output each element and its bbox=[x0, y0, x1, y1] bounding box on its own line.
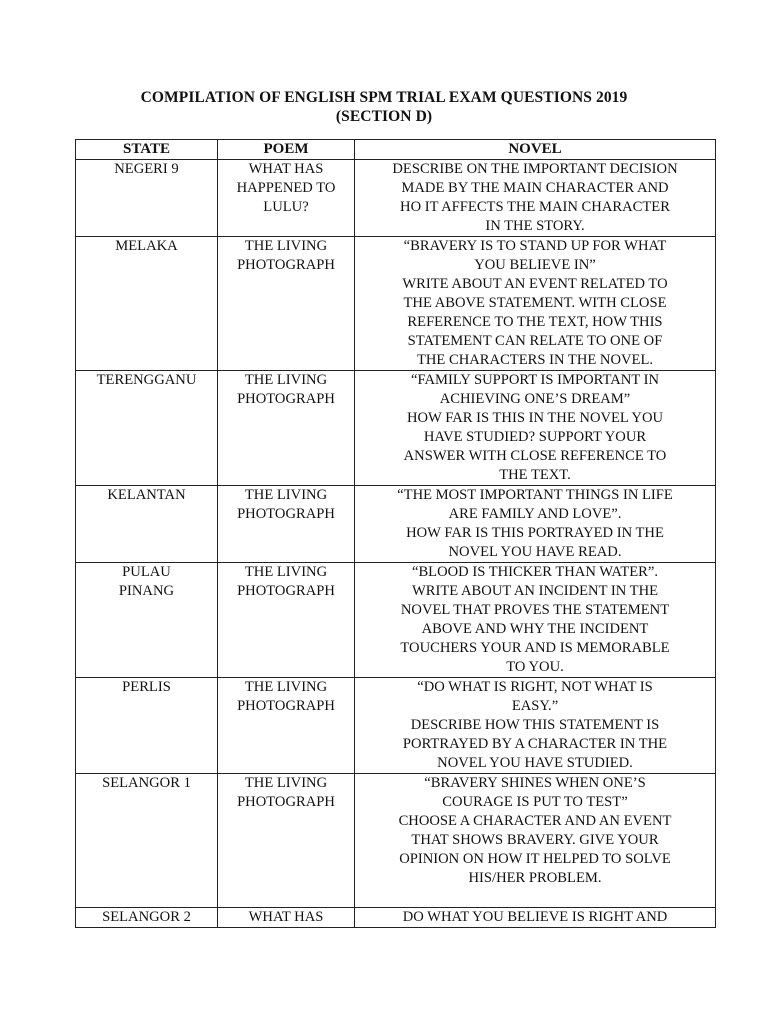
novel-text-line: DO WHAT YOU BELIEVE IS RIGHT AND bbox=[402, 909, 668, 925]
novel-text-line: TO YOU. bbox=[506, 659, 564, 675]
cell-novel bbox=[355, 237, 716, 371]
novel-text-line: THE CHARACTERS IN THE NOVEL. bbox=[416, 352, 654, 368]
novel-text-line: ACHIEVING ONE’S DREAM” bbox=[439, 391, 631, 407]
novel-text-line: HAVE STUDIED? SUPPORT YOUR bbox=[423, 429, 647, 445]
novel-text-line: THAT SHOWS BRAVERY. GIVE YOUR bbox=[411, 832, 659, 848]
cell-state bbox=[76, 774, 218, 908]
novel-text-line: WRITE ABOUT AN EVENT RELATED TO bbox=[402, 276, 668, 292]
novel-text-line: “BLOOD IS THICKER THAN WATER”. bbox=[411, 564, 659, 580]
state-text-line: SELANGOR 2 bbox=[102, 909, 191, 925]
poem-text-line: THE LIVING bbox=[244, 564, 328, 580]
cell-novel bbox=[355, 486, 716, 563]
table-row bbox=[76, 908, 716, 928]
cell-poem bbox=[218, 486, 355, 563]
cell-poem bbox=[218, 563, 355, 678]
poem-text-line: PHOTOGRAPH bbox=[237, 257, 335, 273]
state-text-line: TERENGGANU bbox=[96, 372, 197, 388]
table-row bbox=[76, 774, 716, 908]
novel-text-line: STATEMENT CAN RELATE TO ONE OF bbox=[407, 333, 663, 349]
poem-text-line: PHOTOGRAPH bbox=[237, 506, 335, 522]
table-body bbox=[76, 160, 716, 928]
novel-text-line: THE ABOVE STATEMENT. WITH CLOSE bbox=[403, 295, 667, 311]
cell-novel bbox=[355, 774, 716, 908]
novel-text-line: OPINION ON HOW IT HELPED TO SOLVE bbox=[399, 851, 671, 867]
cell-novel bbox=[355, 908, 716, 928]
novel-text-line: “BRAVERY IS TO STAND UP FOR WHAT bbox=[403, 238, 667, 254]
poem-text-line: LULU? bbox=[263, 199, 309, 215]
novel-text-line: ARE FAMILY AND LOVE”. bbox=[448, 506, 622, 522]
state-text-line: SELANGOR 1 bbox=[102, 775, 191, 791]
document-title bbox=[0, 88, 768, 126]
poem-text-line: WHAT HAS bbox=[248, 161, 324, 177]
poem-text-line: PHOTOGRAPH bbox=[237, 391, 335, 407]
novel-text-line: WRITE ABOUT AN INCIDENT IN THE bbox=[411, 583, 659, 599]
novel-text-line: HOW FAR IS THIS IN THE NOVEL YOU bbox=[406, 410, 664, 426]
title-line-2: (SECTION D) bbox=[335, 108, 433, 125]
poem-text-line: THE LIVING bbox=[244, 238, 328, 254]
table-row bbox=[76, 237, 716, 371]
novel-text-line: CHOOSE A CHARACTER AND AN EVENT bbox=[398, 813, 672, 829]
novel-text-line: HO IT AFFECTS THE MAIN CHARACTER bbox=[400, 199, 670, 215]
cell-state bbox=[76, 486, 218, 563]
poem-text-line: WHAT HAS bbox=[248, 909, 324, 925]
novel-text-line: EASY.” bbox=[511, 698, 559, 714]
novel-text-line: NOVEL YOU HAVE READ. bbox=[448, 544, 622, 560]
cell-state bbox=[76, 371, 218, 486]
cell-poem bbox=[218, 774, 355, 908]
novel-text-line: YOU BELIEVE IN” bbox=[474, 257, 596, 273]
poem-text-line: THE LIVING bbox=[244, 487, 328, 503]
cell-poem bbox=[218, 908, 355, 928]
cell-state bbox=[76, 678, 218, 774]
state-text-line: NEGERI 9 bbox=[114, 161, 179, 177]
cell-poem bbox=[218, 160, 355, 237]
header-state: STATE bbox=[76, 140, 218, 160]
table-row bbox=[76, 160, 716, 237]
poem-text-line: THE LIVING bbox=[244, 372, 328, 388]
poem-text-line: PHOTOGRAPH bbox=[237, 583, 335, 599]
novel-text-line: NOVEL YOU HAVE STUDIED. bbox=[437, 755, 633, 771]
state-text-line: KELANTAN bbox=[107, 487, 186, 503]
novel-text-line: DESCRIBE ON THE IMPORTANT DECISION bbox=[392, 161, 678, 177]
cell-state bbox=[76, 908, 218, 928]
questions-table bbox=[75, 139, 716, 928]
novel-text-line: “THE MOST IMPORTANT THINGS IN LIFE bbox=[397, 487, 673, 503]
novel-text-line: HIS/HER PROBLEM. bbox=[468, 870, 602, 886]
novel-text-line: “DO WHAT IS RIGHT, NOT WHAT IS bbox=[417, 679, 653, 695]
novel-text-line: ANSWER WITH CLOSE REFERENCE TO bbox=[403, 448, 667, 464]
novel-text-line: HOW FAR IS THIS PORTRAYED IN THE bbox=[406, 525, 664, 541]
novel-text-line: REFERENCE TO THE TEXT, HOW THIS bbox=[407, 314, 663, 330]
state-text-line: PERLIS bbox=[122, 679, 171, 695]
poem-text-line: HAPPENED TO bbox=[236, 180, 336, 196]
table-row bbox=[76, 486, 716, 563]
poem-text-line: PHOTOGRAPH bbox=[237, 794, 335, 810]
cell-state bbox=[76, 563, 218, 678]
state-text-line: PULAU bbox=[122, 564, 171, 580]
novel-text-line: COURAGE IS PUT TO TEST” bbox=[442, 794, 628, 810]
table-header-row bbox=[76, 140, 716, 160]
novel-text-line: ABOVE AND WHY THE INCIDENT bbox=[421, 621, 649, 637]
cell-poem bbox=[218, 371, 355, 486]
novel-text-line: MADE BY THE MAIN CHARACTER AND bbox=[401, 180, 669, 196]
cell-novel bbox=[355, 563, 716, 678]
poem-text-line: THE LIVING bbox=[244, 679, 328, 695]
novel-text-line bbox=[359, 888, 711, 907]
cell-poem bbox=[218, 237, 355, 371]
novel-text-line: “FAMILY SUPPORT IS IMPORTANT IN bbox=[410, 372, 660, 388]
novel-text-line: “BRAVERY SHINES WHEN ONE’S bbox=[424, 775, 646, 791]
novel-text-line: NOVEL THAT PROVES THE STATEMENT bbox=[400, 602, 670, 618]
state-text-line: MELAKA bbox=[115, 238, 178, 254]
novel-text-line: THE TEXT. bbox=[499, 467, 571, 483]
cell-poem bbox=[218, 678, 355, 774]
poem-text-line: PHOTOGRAPH bbox=[237, 698, 335, 714]
cell-novel bbox=[355, 678, 716, 774]
novel-text-line: TOUCHERS YOUR AND IS MEMORABLE bbox=[400, 640, 670, 656]
novel-text-line: IN THE STORY. bbox=[485, 218, 585, 234]
title-line-1: COMPILATION OF ENGLISH SPM TRIAL EXAM QUESTIONS 2019 bbox=[140, 89, 628, 106]
state-text-line: PINANG bbox=[118, 583, 175, 599]
cell-novel bbox=[355, 371, 716, 486]
table-row bbox=[76, 371, 716, 486]
cell-state bbox=[76, 160, 218, 237]
table-row bbox=[76, 678, 716, 774]
novel-text-line: DESCRIBE HOW THIS STATEMENT IS bbox=[410, 717, 660, 733]
header-novel: NOVEL bbox=[355, 140, 716, 160]
header-poem: POEM bbox=[218, 140, 355, 160]
poem-text-line: THE LIVING bbox=[244, 775, 328, 791]
table-row bbox=[76, 563, 716, 678]
novel-text-line: PORTRAYED BY A CHARACTER IN THE bbox=[402, 736, 668, 752]
cell-novel bbox=[355, 160, 716, 237]
cell-state bbox=[76, 237, 218, 371]
